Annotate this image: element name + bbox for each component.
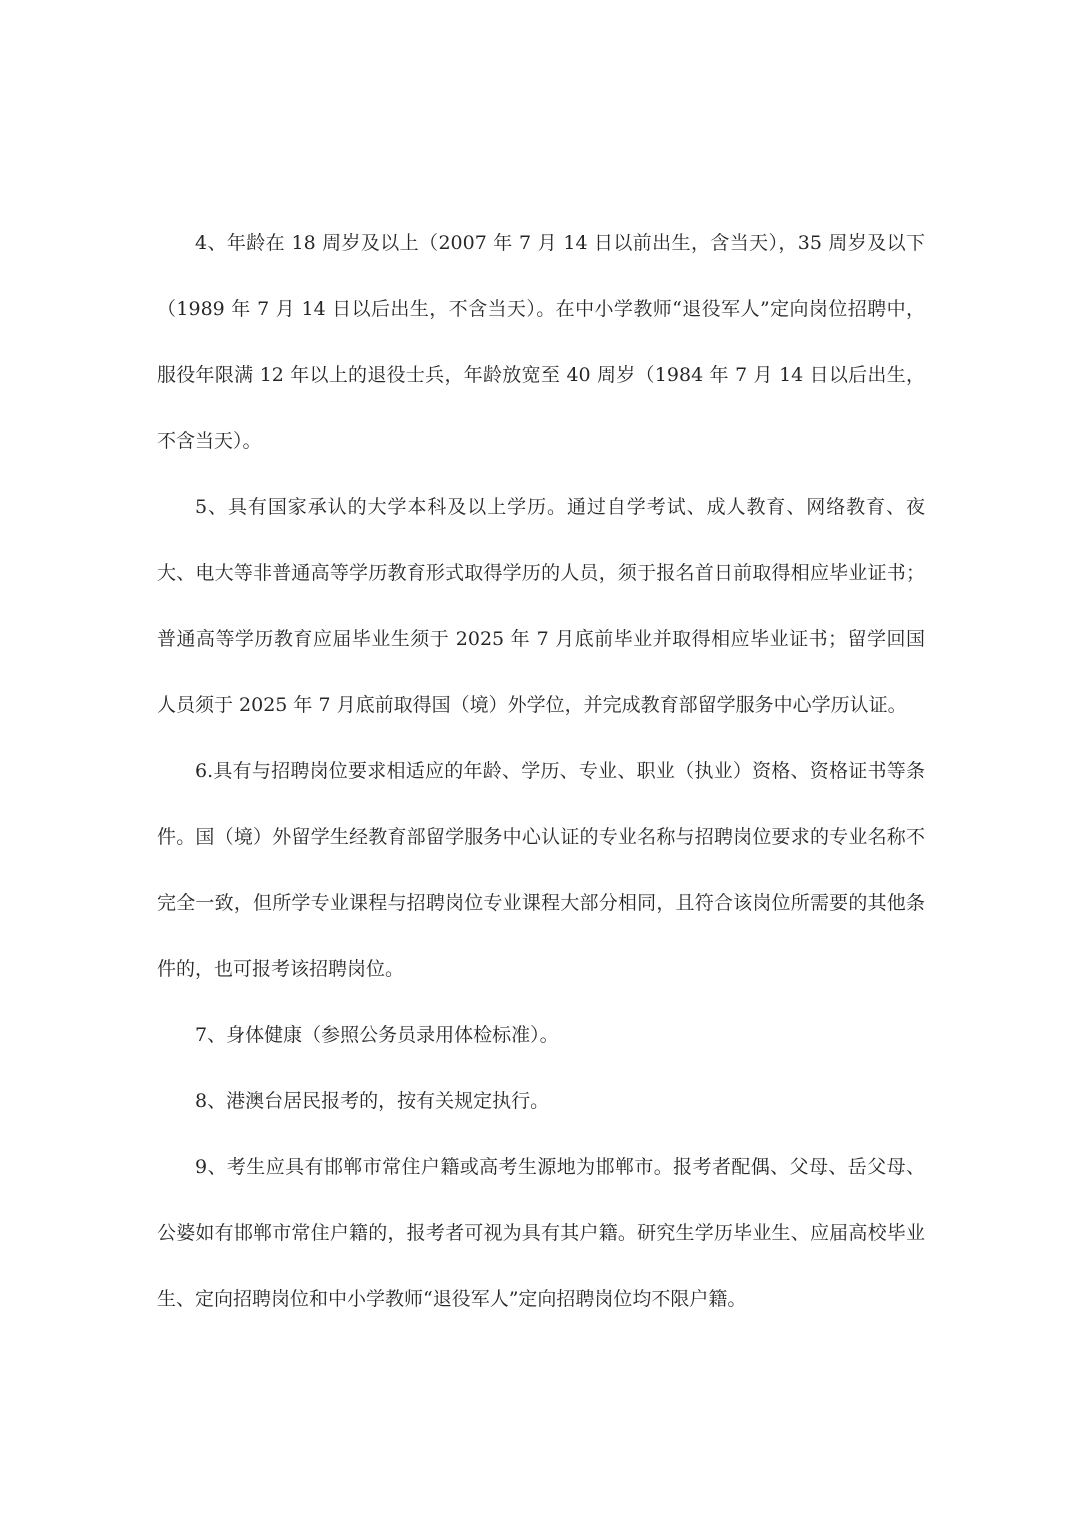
paragraph-age-requirement: 4、年龄在 18 周岁及以上（2007 年 7 月 14 日以前出生，含当天），35 周岁及以下（1989 年 7 月 14 日以后出生，不含当天）。在中小学教师“退役军人”定向岗位招聘中，服役年限满 12 年以上的退役士兵，年龄放宽至 40 周岁（1984 年 7 月 14 日以后出生，不含当天）。 — [157, 232, 925, 452]
document-body — [157, 210, 925, 1332]
paragraph-health-requirement: 7、身体健康（参照公务员录用体检标准）。 — [195, 1024, 559, 1046]
paragraph-household-registration: 9、考生应具有邯郸市常住户籍或高考生源地为邯郸市。报考者配偶、父母、岳父母、公婆如有邯郸市常住户籍的，报考者可视为具有其户籍。研究生学历毕业生、应届高校毕业生、定向招聘岗位和中小学教师“退役军人”定向招聘岗位均不限户籍。 — [157, 1156, 925, 1310]
paragraph-hk-macao-taiwan: 8、港澳台居民报考的，按有关规定执行。 — [195, 1090, 550, 1112]
paragraph-education-requirement: 5、具有国家承认的大学本科及以上学历。通过自学考试、成人教育、网络教育、夜大、电大等非普通高等学历教育形式取得学历的人员，须于报名首日前取得相应毕业证书；普通高等学历教育应届毕业生须于 2025 年 7 月底前毕业并取得相应毕业证书；留学回国人员须于 2025 年 7 月底前取得国（境）外学位，并完成教育部留学服务中心学历认证。 — [157, 496, 925, 716]
paragraph-qualification-requirement: 6.具有与招聘岗位要求相适应的年龄、学历、专业、职业（执业）资格、资格证书等条件。国（境）外留学生经教育部留学服务中心认证的专业名称与招聘岗位要求的专业名称不完全一致，但所学专业课程与招聘岗位专业课程大部分相同，且符合该岗位所需要的其他条件的，也可报考该招聘岗位。 — [157, 760, 925, 980]
